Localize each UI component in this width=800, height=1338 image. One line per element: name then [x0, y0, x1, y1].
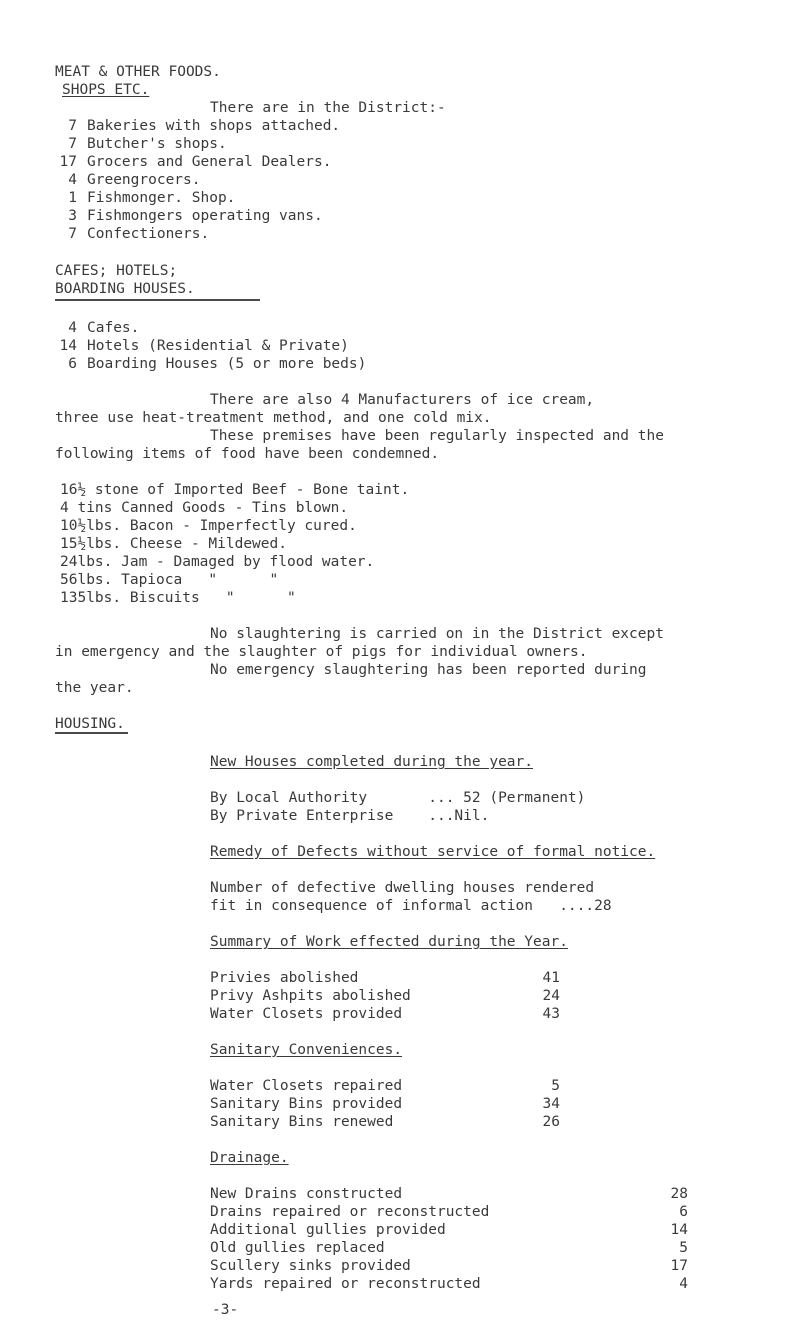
paragraph-line: By Private Enterprise ...Nil. — [210, 808, 490, 824]
heading-underline — [55, 732, 128, 734]
paragraph-line: No slaughtering is carried on in the District except — [210, 626, 664, 642]
summary-label: Water Closets provided — [210, 1006, 403, 1022]
summary-value: 41 — [542, 970, 560, 986]
summary-label: Sanitary Bins provided — [210, 1096, 403, 1112]
list-item: 4 Greengrocers. — [68, 172, 201, 188]
paragraph-line: following items of food have been condemned. — [55, 446, 440, 462]
summary-value: 24 — [542, 988, 560, 1004]
heading-underline — [55, 299, 260, 301]
condemned-item: 16½ stone of Imported Beef - Bone taint. — [60, 482, 410, 498]
summary-label: Privy Ashpits abolished — [210, 988, 411, 1004]
list-item: 1 Fishmonger. Shop. — [68, 190, 236, 206]
summary-label: New Drains constructed — [210, 1186, 403, 1202]
summary-label: Drains repaired or reconstructed — [210, 1204, 490, 1220]
summary-value: 5 — [679, 1240, 688, 1256]
paragraph-line: By Local Authority ... 52 (Permanent) — [210, 790, 586, 806]
list-item: 7 Bakeries with shops attached. — [68, 118, 341, 134]
summary-value: 14 — [670, 1222, 688, 1238]
list-item: 17 Grocers and General Dealers. — [59, 154, 332, 170]
section-heading-housing: HOUSING. — [55, 716, 125, 732]
subheading-shops: SHOPS ETC. — [62, 82, 150, 98]
list-item: 7 Butcher's shops. — [68, 136, 227, 152]
section-heading-boarding: BOARDING HOUSES. — [55, 281, 195, 297]
summary-value: 17 — [670, 1258, 688, 1274]
summary-label: Additional gullies provided — [210, 1222, 446, 1238]
list-item: 6 Boarding Houses (5 or more beds) — [68, 356, 367, 372]
paragraph-line: in emergency and the slaughter of pigs for individual owners. — [55, 644, 588, 660]
shops-intro: There are in the District:- — [210, 100, 446, 116]
summary-value: 26 — [542, 1114, 560, 1130]
subheading-remedy: Remedy of Defects without service of formal notice. — [210, 844, 656, 860]
list-item: 7 Confectioners. — [68, 226, 210, 242]
paragraph-line: fit in consequence of informal action ....28 — [210, 898, 612, 914]
subheading-drainage: Drainage. — [210, 1150, 289, 1166]
list-item: 14 Hotels (Residential & Private) — [59, 338, 349, 354]
summary-value: 5 — [551, 1078, 560, 1094]
list-item: 3 Fishmongers operating vans. — [68, 208, 323, 224]
summary-label: Yards repaired or reconstructed — [210, 1276, 481, 1292]
list-item: 4 Cafes. — [68, 320, 140, 336]
paragraph-line: the year. — [55, 680, 134, 696]
section-heading-cafes: CAFES; HOTELS; — [55, 263, 178, 279]
condemned-item: 4 tins Canned Goods - Tins blown. — [60, 500, 349, 516]
summary-value: 6 — [679, 1204, 688, 1220]
summary-value: 28 — [670, 1186, 688, 1202]
summary-value: 4 — [679, 1276, 688, 1292]
paragraph-line: No emergency slaughtering has been reported during — [210, 662, 647, 678]
page-number: -3- — [212, 1302, 239, 1318]
condemned-item: 15½lbs. Cheese - Mildewed. — [60, 536, 287, 552]
summary-label: Sanitary Bins renewed — [210, 1114, 394, 1130]
condemned-item: 24lbs. Jam - Damaged by flood water. — [60, 554, 375, 570]
summary-label: Water Closets repaired — [210, 1078, 403, 1094]
summary-label: Old gullies replaced — [210, 1240, 385, 1256]
paragraph-line: three use heat-treatment method, and one cold mix. — [55, 410, 492, 426]
subheading-summary: Summary of Work effected during the Year. — [210, 934, 568, 950]
subheading-sanitary: Sanitary Conveniences. — [210, 1042, 403, 1058]
paragraph-line: Number of defective dwelling houses rendered — [210, 880, 595, 896]
summary-label: Scullery sinks provided — [210, 1258, 411, 1274]
summary-label: Privies abolished — [210, 970, 359, 986]
subheading-new-houses: New Houses completed during the year. — [210, 754, 534, 770]
paragraph-line: There are also 4 Manufacturers of ice cream, — [210, 392, 595, 408]
section-heading-meat: MEAT & OTHER FOODS. — [55, 64, 221, 80]
condemned-item: 56lbs. Tapioca " " — [60, 572, 279, 588]
condemned-item: 10½lbs. Bacon - Imperfectly cured. — [60, 518, 357, 534]
summary-value: 43 — [542, 1006, 560, 1022]
paragraph-line: These premises have been regularly inspected and the — [210, 428, 664, 444]
condemned-item: 135lbs. Biscuits " " — [60, 590, 296, 606]
summary-value: 34 — [542, 1096, 560, 1112]
